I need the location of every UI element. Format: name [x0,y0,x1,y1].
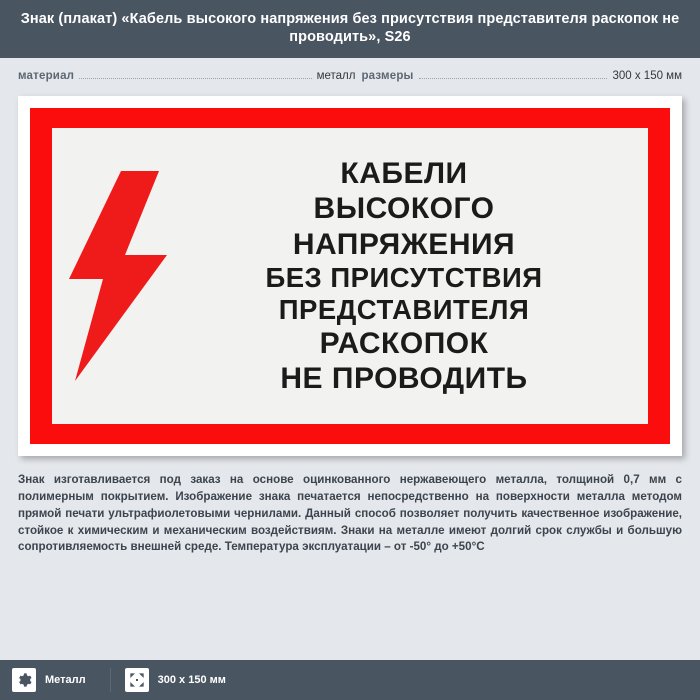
sign-line: НЕ ПРОВОДИТЬ [280,362,528,396]
sign-line: НАПРЯЖЕНИЯ [292,227,516,261]
footer-bar [0,660,700,700]
page-title: Знак (плакат) «Кабель высокого напряжения без присутствия представителя раскопок не проводить», S26 [0,0,700,58]
spec-material [18,70,355,82]
spec-size-value: 300 x 150 мм [612,70,682,83]
description-text: Знак изготавливается под заказ на основе оцинкованного нержавеющего металла, толщиной 0,7 мм с полимерным покрытием. Изображение знака печатается непосредственно на поверхности металла методом прямой печати ультрафиолетовыми чернилами. Данный способ позволяет получить качественное изображение, стойкое к химическим и механическим воздействиям. Знаки на металле имеют долгий срок службы и большую сопротивляемость внешней среде. Температура эксплуатации – от -50° до +50°С [18,473,682,554]
sign-plate [52,128,648,424]
sign-red-border [30,108,670,444]
spec-strip [0,58,700,88]
spec-material-dots [79,70,311,79]
spec-size [361,70,682,82]
spec-size-key: размеры [361,70,414,83]
sign-line: РАСКОПОК [319,326,489,360]
spec-material-key: материал [18,70,75,83]
sign-line: КАБЕЛИ [340,157,468,191]
resize-arrows-icon [125,668,149,692]
sign-line: ПРЕДСТАВИТЕЛЯ [278,293,530,325]
sign-frame[interactable] [18,96,682,456]
footer-item-material[interactable] [12,668,100,692]
sign-image-area [0,88,700,456]
sign-line: ВЫСОКОГО [313,192,495,226]
sign-line: БЕЗ ПРИСУТСТВИЯ [265,261,543,293]
sign-text [178,156,648,396]
spec-size-dots [419,70,608,79]
footer-item-size[interactable] [110,668,240,692]
spec-material-value: металл [316,70,356,83]
footer-label-size: 300 x 150 мм [157,674,226,686]
footer-label-material: Металл [45,674,86,686]
gear-icon [12,668,36,692]
high-voltage-bolt-icon [52,171,178,381]
